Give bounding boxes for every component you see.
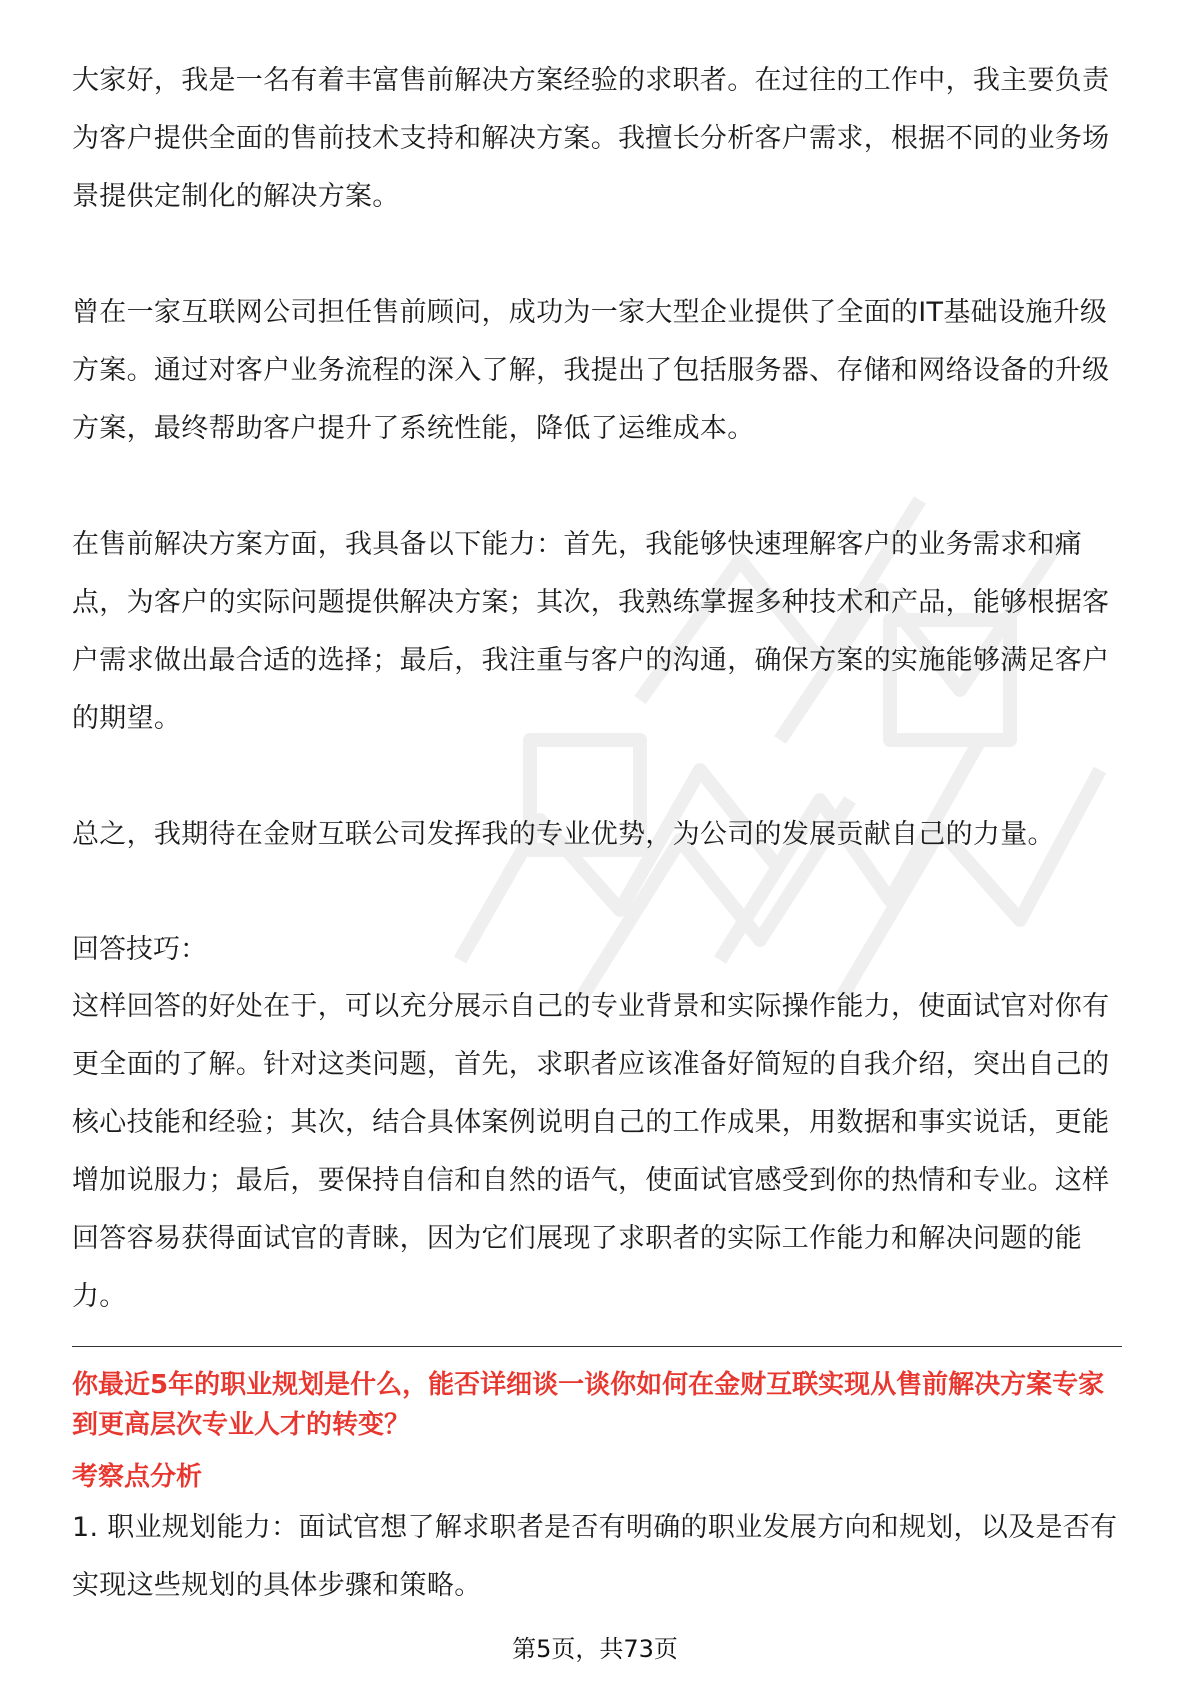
- answer-paragraph-4: 总之，我期待在金财互联公司发挥我的专业优势，为公司的发展贡献自己的力量。: [72, 819, 1055, 850]
- answer-paragraph-3: 在售前解决方案方面，我具备以下能力：首先，我能够快速理解客户的业务需求和痛点，为客户的实际问题提供解决方案；其次，我熟练掌握多种技术和产品，能够根据客户需求做出最合适的选择；最后，我注重与客户的沟通，确保方案的实施能够满足客户的期望。: [72, 529, 1110, 734]
- analysis-title: 考察点分析: [72, 1462, 203, 1492]
- page-content: [72, 52, 1122, 1615]
- tips-paragraph: 这样回答的好处在于，可以充分展示自己的专业背景和实际操作能力，使面试官对你有更全面的了解。针对这类问题，首先，求职者应该准备好简短的自我介绍，突出自己的核心技能和经验；其次，结合具体案例说明自己的工作成果，用数据和事实说话，更能增加说服力；最后，要保持自信和自然的语气，使面试官感受到你的热情和专业。这样回答容易获得面试官的青睐，因为它们展现了求职者的实际工作能力和解决问题的能力。: [72, 991, 1110, 1312]
- tips-label: 回答技巧：: [72, 934, 207, 965]
- paragraph-gap: [72, 864, 1122, 922]
- section-divider: [72, 1346, 1122, 1347]
- paragraph-gap: [72, 748, 1122, 806]
- interview-question: 你最近5年的职业规划是什么，能否详细谈一谈你如何在金财互联实现从售前解决方案专家到更高层次专业人才的转变？: [72, 1370, 1105, 1440]
- paragraph-gap: [72, 226, 1122, 284]
- page-number-footer: 第5页，共73页: [512, 1635, 678, 1663]
- paragraph-gap: [72, 458, 1122, 516]
- answer-paragraph-1: 大家好，我是一名有着丰富售前解决方案经验的求职者。在过往的工作中，我主要负责为客户提供全面的售前技术支持和解决方案。我擅长分析客户需求，根据不同的业务场景提供定制化的解决方案。: [72, 65, 1110, 212]
- analysis-point-1: 1. 职业规划能力：面试官想了解求职者是否有明确的职业发展方向和规划，以及是否有实现这些规划的具体步骤和策略。: [72, 1512, 1118, 1601]
- answer-paragraph-2: 曾在一家互联网公司担任售前顾问，成功为一家大型企业提供了全面的IT基础设施升级方案。通过对客户业务流程的深入了解，我提出了包括服务器、存储和网络设备的升级方案，最终帮助客户提升了系统性能，降低了运维成本。: [72, 297, 1110, 444]
